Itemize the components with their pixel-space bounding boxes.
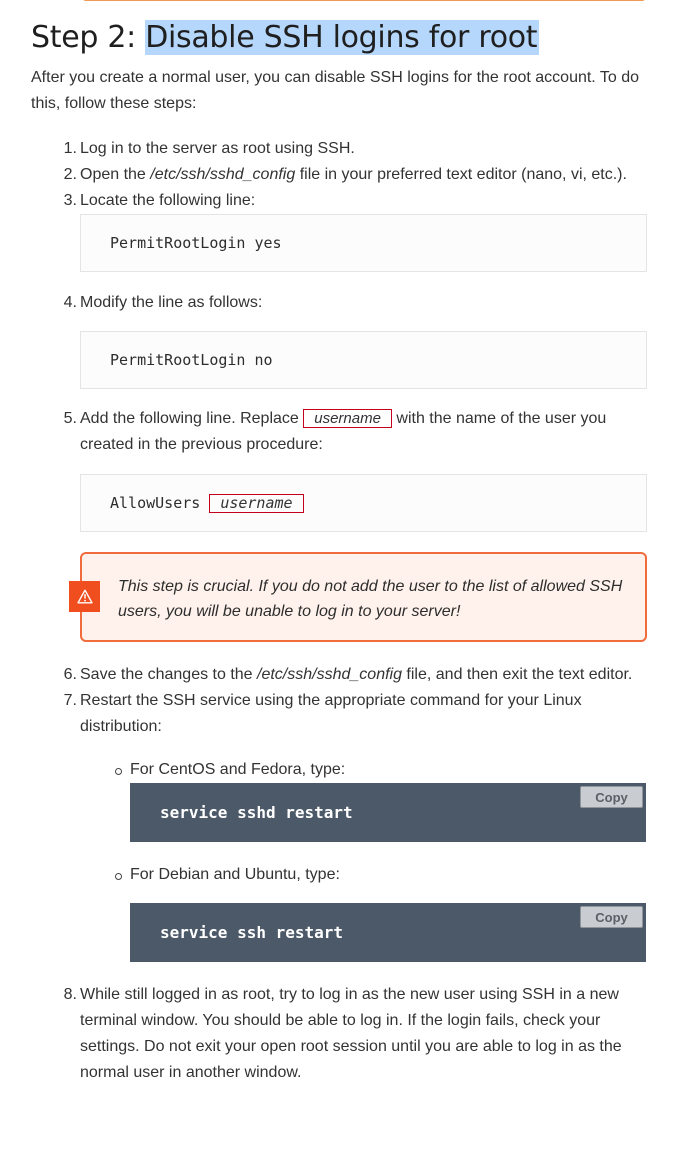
step-text: While still logged in as root, try to log in as the new user using SSH in a new terminal window. You should be able to log in. If the login fails, check your settings. Do not exit your open root session until you are able to log in as the normal user in another window. <box>80 986 622 1081</box>
warning-triangle-icon <box>69 581 100 612</box>
username-variable: username <box>209 494 303 513</box>
code-text: PermitRootLogin no <box>110 351 273 369</box>
step-text: Log in to the server as root using SSH. <box>80 140 355 157</box>
step-number: 6. <box>63 666 77 683</box>
step-8 <box>0 982 700 1086</box>
step-number: 8. <box>63 986 77 1003</box>
warning-callout <box>80 552 647 642</box>
bullet-icon <box>115 768 122 775</box>
step-text: file in your preferred text editor (nano, vi, etc.). <box>295 166 627 183</box>
code-block-debian[interactable] <box>130 903 646 962</box>
step-3 <box>0 188 700 272</box>
step-text: Modify the line as follows: <box>80 294 263 311</box>
step-text: Restart the SSH service using the appropriate command for your Linux distribution: <box>80 692 582 735</box>
steps-list <box>0 136 700 1086</box>
step-text: Locate the following line: <box>80 192 256 209</box>
step-7 <box>0 688 700 962</box>
file-path: /etc/ssh/sshd_config <box>257 666 402 683</box>
code-block-permit-yes[interactable] <box>80 214 647 272</box>
step-number: 7. <box>63 692 77 709</box>
step-1 <box>0 136 700 162</box>
step-4 <box>0 290 700 389</box>
step-number: 1. <box>63 140 77 157</box>
step-number: 5. <box>63 410 77 427</box>
code-block-allow-users[interactable] <box>80 474 647 532</box>
step-text: Save the changes to the <box>80 666 258 683</box>
distro-item-centos <box>80 757 650 842</box>
step-text: with the name of the user you created in the previous procedure: <box>80 410 607 453</box>
username-variable: username <box>303 409 392 428</box>
page-title-selected-text[interactable]: Disable SSH logins for root <box>145 20 538 55</box>
page-title-prefix: Step 2: <box>31 20 146 55</box>
distro-item-debian <box>80 862 650 962</box>
code-block-permit-no[interactable] <box>80 331 647 389</box>
step-2 <box>0 162 700 188</box>
distro-list <box>80 757 650 962</box>
step-number: 4. <box>63 294 77 311</box>
step-text: Add the following line. Replace <box>80 410 304 427</box>
step-text: Open the <box>80 166 151 183</box>
code-block-centos[interactable] <box>130 783 646 842</box>
code-text: PermitRootLogin yes <box>110 234 282 252</box>
distro-label: For CentOS and Fedora, type: <box>130 761 346 778</box>
bullet-icon <box>115 873 122 880</box>
step-text: file, and then exit the text editor. <box>401 666 633 683</box>
step-number: 3. <box>63 192 77 209</box>
file-path: /etc/ssh/sshd_config <box>150 166 296 183</box>
copy-button[interactable]: Copy <box>580 906 643 928</box>
copy-button[interactable]: Copy <box>580 786 643 808</box>
step-number: 2. <box>63 166 77 183</box>
distro-label: For Debian and Ubuntu, type: <box>130 866 340 883</box>
intro-paragraph: After you create a normal user, you can disable SSH logins for the root account. To do this, follow these steps: <box>31 69 640 112</box>
code-text: service sshd restart <box>160 802 353 822</box>
step-6 <box>0 662 700 688</box>
step-5 <box>0 406 700 642</box>
warning-text: This step is crucial. If you do not add the user to the list of allowed SSH users, you will be unable to log in to your server! <box>118 578 623 620</box>
code-text: service ssh restart <box>160 922 344 942</box>
top-accent-rule <box>84 0 644 1</box>
page-title <box>31 17 539 59</box>
code-text: AllowUsers <box>110 494 201 512</box>
